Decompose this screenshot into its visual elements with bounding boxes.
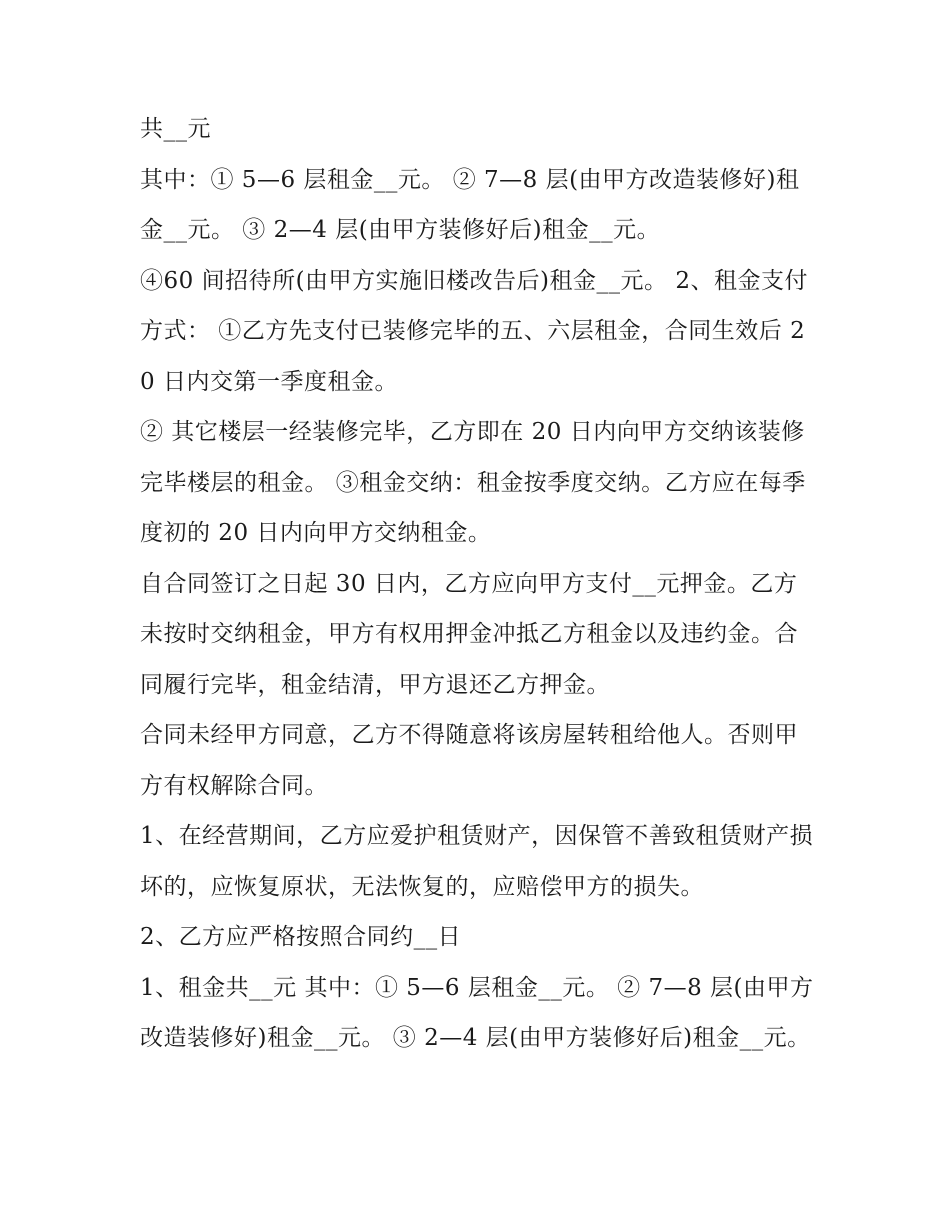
paragraph-contract-terms: 2、乙方应严格按照合同约__日 [140, 924, 462, 950]
document-page [140, 104, 815, 1064]
paragraph-other-floors-payment: ② 其它楼层一经装修完毕，乙方即在 20 日内向甲方交纳该装修完毕楼层的租金。 ③租金交纳：租金按季度交纳。乙方应在每季度初的 20 日内向甲方交纳租金。 [140, 419, 806, 546]
paragraph-floor-rents: 其中：① 5—6 层租金__元。 ② 7—8 层(由甲方改造装修好)租金__元。 ③ 2—4 层(由甲方装修好后)租金__元。 [140, 166, 800, 243]
paragraph-hostel-rent-payment: ④60 间招待所(由甲方实施旧楼改告后)租金__元。 2、租金支付方式： ①乙方先支付已装修完毕的五、六层租金，合同生效后 20 日内交第一季度租金。 [140, 267, 808, 395]
paragraph-sublease: 合同未经甲方同意，乙方不得随意将该房屋转租给他人。否则甲方有权解除合同。 [140, 722, 798, 799]
paragraph-total-rent: 共__元 [140, 116, 211, 142]
paragraph-rent-summary: 1、租金共__元 其中：① 5—6 层租金__元。 ② 7—8 层(由甲方改造装修好)租金__元。 ③ 2—4 层(由甲方装修好后)租金__元。 [140, 974, 814, 1051]
paragraph-deposit: 自合同签订之日起 30 日内，乙方应向甲方支付__元押金。乙方未按时交纳租金，甲方有权用押金冲抵乙方租金以及违约金。合同履行完毕，租金结清，甲方退还乙方押金。 [140, 570, 798, 698]
paragraph-property-care: 1、在经营期间，乙方应爱护租赁财产，因保管不善致租赁财产损坏的，应恢复原状，无法恢复的，应赔偿甲方的损失。 [140, 823, 814, 900]
